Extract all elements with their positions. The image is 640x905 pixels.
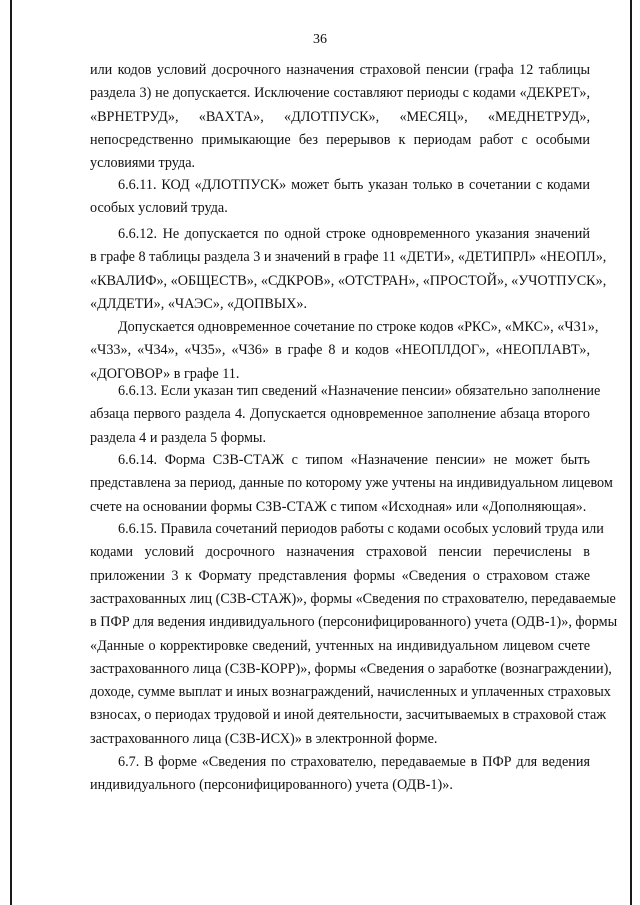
paragraph-line: в графе 8 таблицы раздела 3 и значений в графе 11 «ДЕТИ», «ДЕТИПРЛ» «НЕОПЛ», (90, 249, 607, 266)
paragraph-line: застрахованного лица (СЗВ-ИСХ)» в электронной форме. (90, 730, 438, 747)
paragraph-line: или кодов условий досрочного назначения страховой пенсии (графа 12 таблицы (90, 62, 590, 78)
paragraph-line: «ВРНЕТРУД», «ВАХТА», «ДЛОТПУСК», «МЕСЯЦ», «МЕДНЕТРУД», (90, 108, 590, 125)
page-number: 36 (313, 32, 327, 47)
paragraph-line: абзаца первого раздела 4. Допускается одновременное заполнение абзаца второго (90, 406, 590, 423)
paragraph-line: представлена за период, данные по которому уже учтены на индивидуальном лицевом (90, 475, 613, 492)
paragraph-line: застрахованных лиц (СЗВ-СТАЖ)», формы «Сведения по страхователю, передаваемые (90, 590, 616, 607)
paragraph-line: 6.6.13. Если указан тип сведений «Назначение пенсии» обязательно заполнение (118, 383, 601, 399)
paragraph-line: «Ч33», «Ч34», «Ч35», «Ч36» в графе 8 и кодов «НЕОПЛДОГ», «НЕОПЛАВТ», (90, 342, 590, 359)
paragraph-line: 6.6.15. Правила сочетаний периодов работы с кодами особых условий труда или (118, 521, 604, 537)
paragraph-line: раздела 3) не допускается. Исключение составляют периоды с кодами «ДЕКРЕТ», (90, 85, 590, 102)
paragraph-line: приложении 3 к Формату представления формы «Сведения о страховом стаже (90, 567, 590, 584)
paragraph-line: 6.6.14. Форма СЗВ-СТАЖ с типом «Назначение пенсии» не может быть (118, 452, 590, 468)
paragraph-line: 6.7. В форме «Сведения по страхователю, передаваемые в ПФР для ведения (118, 754, 590, 770)
paragraph-line: в ПФР для ведения индивидуального (персонифицированного) учета (ОДВ-1)», формы (90, 614, 618, 631)
paragraph-line: 6.6.11. КОД «ДЛОТПУСК» может быть указан только в сочетании с кодами (118, 177, 590, 193)
paragraph-line: взносах, о периодах трудовой и иной деятельности, засчитываемых в страховой стаж (90, 707, 607, 724)
paragraph-line: «ДОГОВОР» в графе 11. (90, 365, 240, 382)
paragraph-line: индивидуального (персонифицированного) учета (ОДВ-1)». (90, 777, 453, 794)
paragraph-line: 6.6.12. Не допускается по одной строке одновременного указания значений (118, 226, 590, 242)
paragraph-line: раздела 4 и раздела 5 формы. (90, 429, 266, 446)
paragraph-line: условиями труда. (90, 155, 196, 172)
paragraph-line: особых условий труда. (90, 200, 228, 217)
paragraph-line: доходе, сумме выплат и иных вознаграждений, начисленных и уплаченных страховых (90, 684, 611, 701)
paragraph-line: Допускается одновременное сочетание по строке кодов «РКС», «МКС», «Ч31», (118, 319, 599, 335)
paragraph-line: «КВАЛИФ», «ОБЩЕСТВ», «СДКРОВ», «ОТСТРАН», «ПРОСТОЙ», «УЧОТПУСК», (90, 272, 607, 289)
paragraph-line: непосредственно примыкающие без перерывов к периодам работ с особыми (90, 131, 590, 148)
scan-border-right (630, 0, 632, 905)
paragraph-line: кодами условий досрочного назначения страховой пенсии перечислены в (90, 544, 590, 561)
paragraph-line: застрахованного лица (СЗВ-КОРР)», формы «Сведения о заработке (вознаграждении), (90, 660, 612, 677)
scan-border-left (10, 0, 12, 905)
paragraph-line: «Данные о корректировке сведений, учтенных на индивидуальном лицевом счете (90, 637, 590, 654)
paragraph-line: «ДЛДЕТИ», «ЧАЭС», «ДОПВЫХ». (90, 295, 308, 312)
paragraph-line: счете на основании формы СЗВ-СТАЖ с типом «Исходная» или «Дополняющая». (90, 498, 587, 515)
